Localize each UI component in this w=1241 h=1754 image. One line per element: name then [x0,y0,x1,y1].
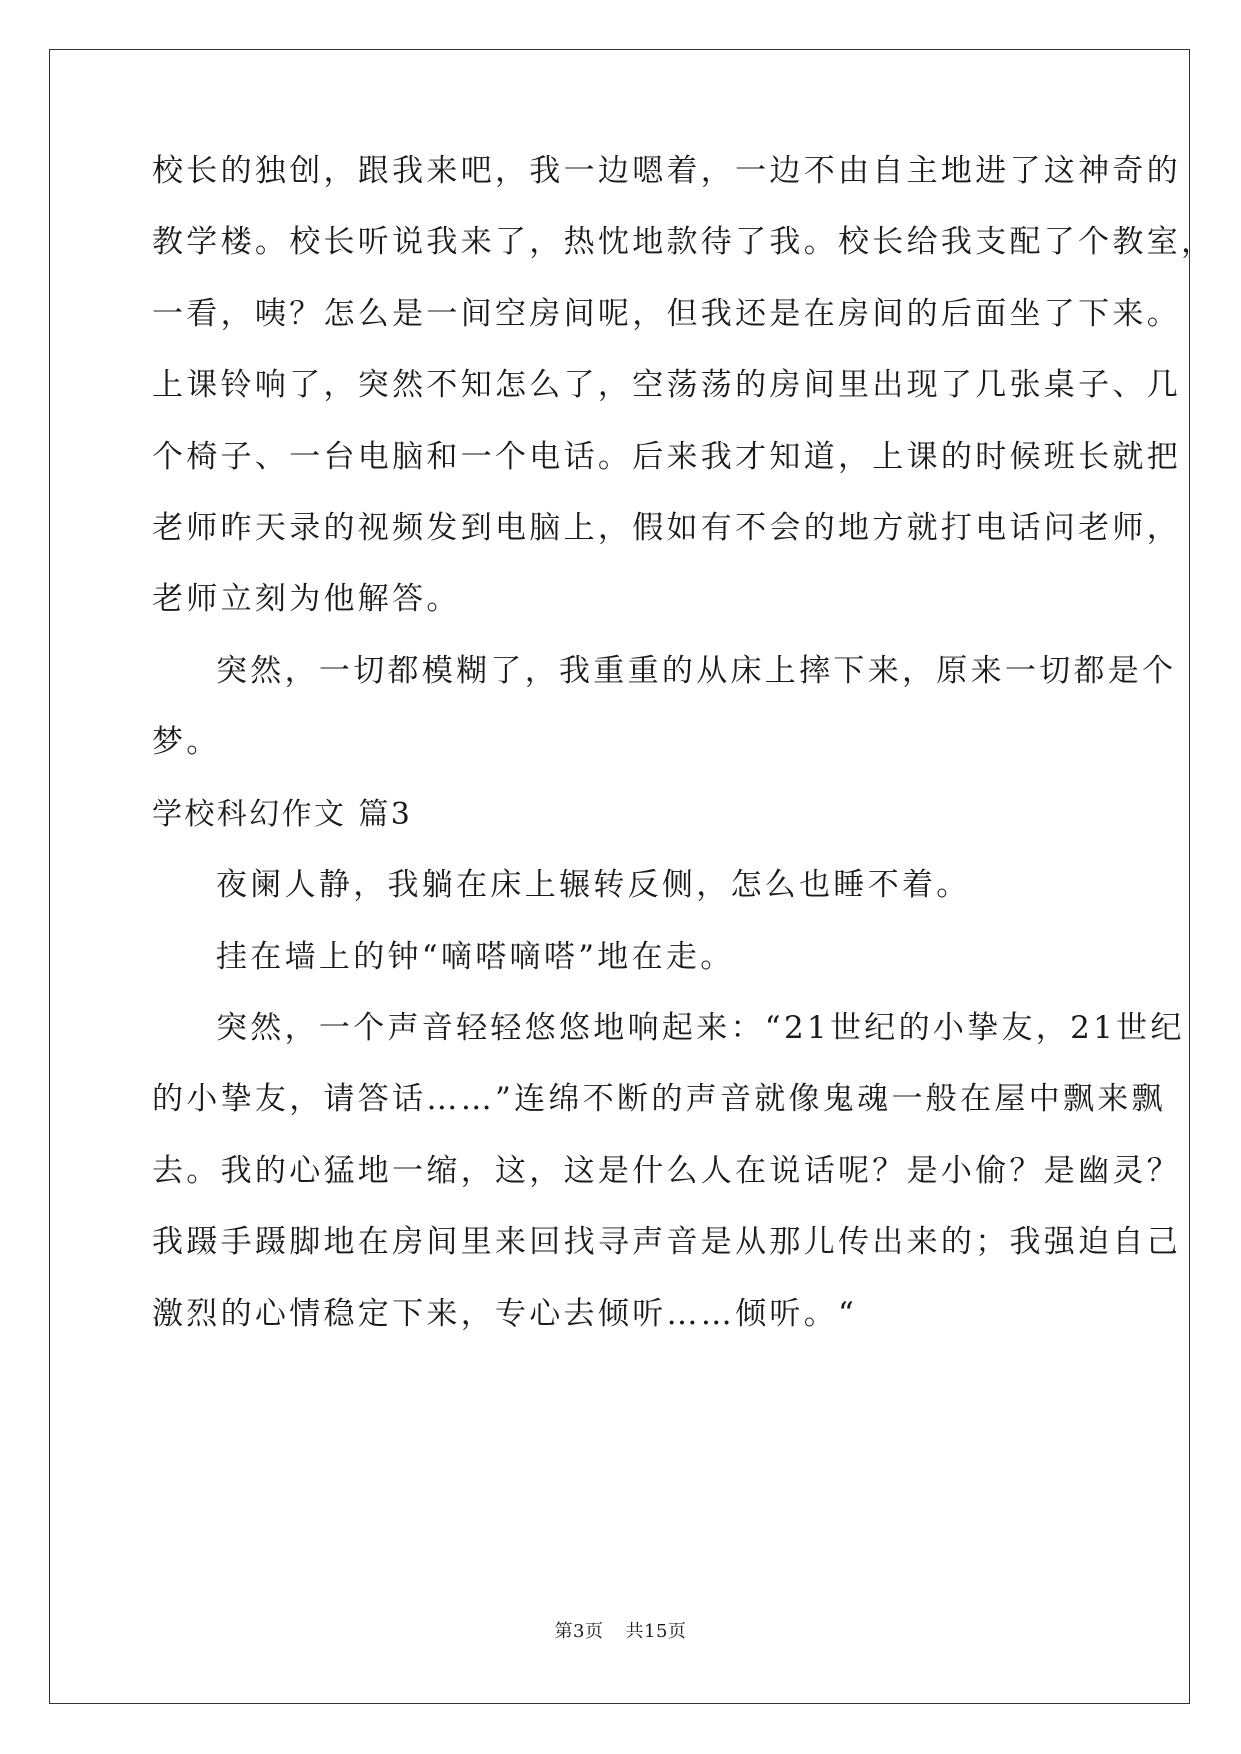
paragraph-line: 夜阑人静，我躺在床上辗转反侧，怎么也睡不着。 [216,867,971,903]
paragraph-line: 挂在墙上的钟“嘀嗒嘀嗒”地在走。 [216,939,735,975]
section-heading: 学校科幻作文 篇3 [152,797,413,832]
paragraph-line: 激烈的心情稳定下来，专心去倾听……倾听。“ [152,1296,858,1332]
paragraph-line: 一看，咦？怎么是一间空房间呢，但我还是在房间的后面坐了下来。 [152,296,1181,332]
paragraph-line: 去。我的心猛地一缩，这，这是什么人在说话呢？是小偷？是幽灵？ [152,1153,1181,1189]
paragraph-line: 突然，一个声音轻轻悠悠地响起来：“21世纪的小挚友，21世纪 [216,1010,1185,1046]
paragraph-line: 教学楼。校长听说我来了，热忱地款待了我。校长给我支配了个教室， [152,224,1216,260]
page-number-current: 第3页 [554,1621,604,1642]
paragraph-line: 老师立刻为他解答。 [152,581,461,617]
paragraph-line: 突然，一切都模糊了，我重重的从床上摔下来，原来一切都是个 [216,653,1177,689]
paragraph-line: 校长的独创，跟我来吧，我一边嗯着，一边不由自主地进了这神奇的 [152,153,1181,189]
paragraph-line: 的小挚友，请答话……”连绵不断的声音就像鬼魂一般在屋中飘来飘 [152,1081,1166,1117]
page-number-total: 共15页 [625,1621,687,1642]
paragraph-line: 老师昨天录的视频发到电脑上，假如有不会的地方就打电话问老师， [152,510,1181,546]
paragraph-line: 我蹑手蹑脚地在房间里来回找寻声音是从那儿传出来的；我强迫自己 [152,1224,1181,1260]
paragraph-line: 个椅子、一台电脑和一个电话。后来我才知道，上课的时候班长就把 [152,439,1181,475]
paragraph-line: 梦。 [152,724,221,760]
paragraph-line: 上课铃响了，突然不知怎么了，空荡荡的房间里出现了几张桌子、几 [152,367,1181,403]
page-footer [0,1617,1241,1643]
